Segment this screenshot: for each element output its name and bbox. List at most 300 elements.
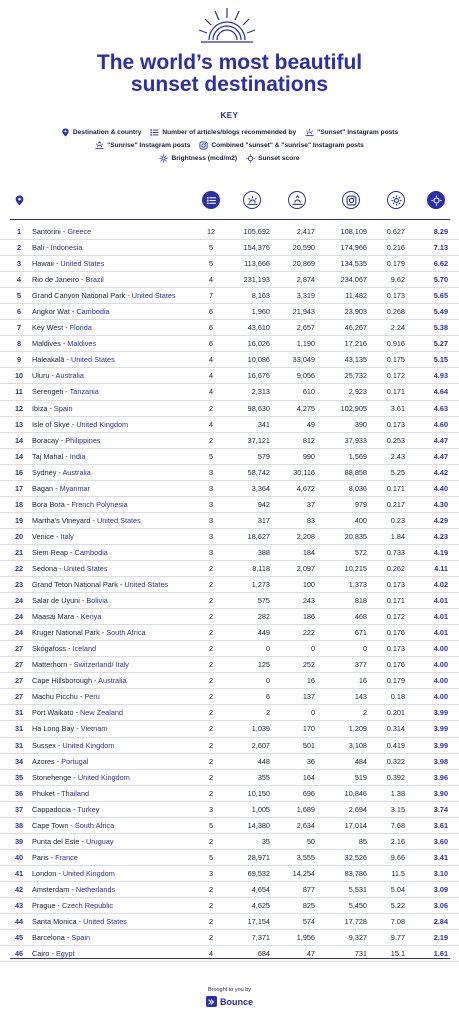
destination-cell [32, 721, 107, 737]
sunset-posts-cell: 8,118 [252, 563, 270, 573]
destination-cell [32, 802, 99, 818]
destination-cell [32, 673, 127, 689]
sunrise-posts-cell: 21,943 [292, 307, 315, 317]
table-row [0, 930, 459, 946]
separator: - [64, 355, 71, 365]
country-name: Brazil [85, 275, 104, 285]
place-name: Isle of Skye [32, 419, 70, 429]
articles-cell: 2 [208, 435, 214, 445]
sunset-score-cell: 5.15 [433, 355, 448, 365]
articles-cell: 2 [208, 788, 214, 798]
place-name: Paris [32, 852, 49, 862]
combined-posts-cell: 83,786 [344, 868, 367, 878]
separator: - [79, 596, 87, 606]
country-name: French Polynesia [71, 499, 128, 509]
sunset-posts-cell: 8,163 [251, 291, 270, 301]
destination-cell [32, 946, 75, 962]
articles-cell: 2 [208, 563, 214, 573]
country-name: France [55, 852, 78, 862]
sunset-score-cell: 5.27 [433, 339, 448, 349]
sunset-posts-cell: 98,630 [247, 403, 270, 413]
country-name: Netherlands [75, 884, 116, 894]
country-name: Iceland [72, 644, 97, 654]
country-name: United States [124, 580, 169, 590]
sunset-score-cell: 4.00 [433, 644, 448, 654]
sunset-score-cell: 4.00 [433, 660, 448, 670]
table-row [0, 401, 459, 417]
brightness-cell: 0.217 [386, 499, 405, 509]
sunset-posts-cell: 16,026 [247, 339, 270, 349]
rank-cell: 44 [14, 917, 24, 927]
sunrise-posts-cell: 4,672 [296, 483, 315, 493]
sunset-score-cell: 3.98 [433, 756, 448, 766]
rank-cell: 24 [14, 596, 24, 606]
place-name: Siem Reap [32, 547, 69, 557]
country-name: Greece [67, 227, 92, 236]
place-name: Sydney [32, 467, 57, 477]
sunset-score-cell: 4.11 [434, 563, 448, 573]
rank-cell: 3 [16, 259, 22, 269]
place-name: Santa Monica [32, 917, 77, 927]
country-name: Vietnam [80, 724, 108, 734]
place-name: Grand Teton National Park [32, 580, 118, 590]
table-row [0, 754, 459, 770]
sunrise-posts-cell: 1,689 [296, 804, 315, 814]
sunset-posts-cell: 2,607 [251, 740, 270, 750]
separator: - [60, 339, 68, 349]
country-name: Philippines [65, 435, 101, 445]
sunrise-posts-cell: 137 [302, 692, 315, 702]
brightness-cell: 3.15 [390, 804, 405, 814]
destination-cell [32, 401, 73, 417]
place-name: Bora Bora [32, 499, 65, 509]
brightness-cell: 7.68 [390, 820, 405, 830]
sunset-score-cell: 4.42 [433, 467, 448, 477]
separator: - [55, 900, 63, 910]
sunset-posts-cell: 2 [265, 708, 270, 718]
sunrise-posts-cell: 186 [302, 612, 315, 622]
table-row [0, 657, 459, 673]
destination-cell [32, 256, 104, 272]
articles-cell: 2 [208, 676, 214, 686]
articles-cell: 4 [208, 355, 214, 365]
place-name: Barcelona [32, 933, 65, 943]
sunrise-posts-cell: 20,869 [292, 259, 315, 269]
separator: - [67, 660, 74, 670]
sunset-score-cell: 3.41 [433, 852, 448, 862]
sunset-posts-cell: 7,371 [251, 933, 270, 943]
sunset-posts-cell: 17,154 [247, 917, 270, 927]
table-row [0, 721, 459, 737]
destination-cell [32, 882, 115, 898]
brightness-cell: 0.179 [386, 676, 405, 686]
sunset-posts-cell: 0 [265, 676, 270, 686]
combined-posts-cell: 134,535 [340, 259, 367, 269]
place-name: Uluru [32, 371, 50, 381]
table-row [0, 320, 459, 336]
brightness-cell: 0.173 [386, 419, 405, 429]
key-score-label: Sunset score [258, 155, 300, 162]
combined-posts-cell: 17,216 [344, 339, 367, 349]
sunrise-posts-cell: 37 [306, 499, 315, 509]
place-name: Sussex [32, 740, 56, 750]
brightness-cell: 0.171 [386, 596, 405, 606]
articles-cell: 3 [208, 467, 214, 477]
key-sunrise-label: "Sunrise" Instagram posts [107, 142, 191, 149]
brightness-cell: 0.173 [386, 580, 405, 590]
sunset-posts-cell: 4,654 [251, 884, 270, 894]
sunrise-posts-cell: 0 [310, 644, 315, 654]
sunset-score-cell: 3.10 [433, 868, 448, 878]
sunrise-posts-cell: 9,056 [296, 371, 315, 381]
table-row [0, 417, 459, 433]
header-sunrise-icon [288, 191, 306, 209]
key-sunrise [95, 141, 190, 150]
key-combined-label: Combined "sunset" & "sunrise" Instagram posts [211, 142, 364, 149]
sunset-score-cell: 4.00 [433, 676, 448, 686]
header-sun-score-icon [427, 191, 445, 209]
table-row [0, 914, 459, 930]
combined-posts-cell: 46,267 [344, 323, 367, 333]
key-destination-label: Destination & country [72, 129, 142, 136]
destination-cell [32, 609, 101, 625]
articles-cell: 2 [208, 917, 214, 927]
rank-cell: 27 [14, 660, 24, 670]
combined-posts-cell: 468 [354, 612, 367, 622]
place-name: Martha's Vineyard [32, 515, 91, 525]
table-row [0, 433, 459, 449]
sunset-posts-cell: 448 [257, 756, 270, 766]
articles-cell: 2 [208, 900, 214, 910]
key-combined [199, 141, 363, 150]
table-row [0, 561, 459, 577]
sunset-posts-cell: 16,676 [247, 371, 270, 381]
place-name: Serengeti [32, 387, 64, 397]
destination-cell [32, 288, 176, 304]
sunset-score-cell: 4.29 [433, 515, 448, 525]
sunrise-posts-cell: 825 [302, 900, 315, 910]
table-row [0, 786, 459, 802]
combined-posts-cell: 2,923 [348, 387, 367, 397]
sunrise-posts-cell: 164 [302, 772, 315, 782]
separator: - [99, 628, 107, 638]
table-row [0, 304, 459, 320]
combined-posts-cell: 979 [354, 499, 367, 509]
destination-cell [32, 545, 108, 561]
brightness-cell: 1.84 [390, 531, 405, 541]
destination-cell [32, 786, 89, 802]
separator: - [49, 949, 56, 959]
rank-cell: 37 [14, 804, 24, 814]
sunset-score-cell: 3.60 [433, 836, 448, 846]
rank-cell: 43 [14, 900, 24, 910]
sunset-score-cell: 7.13 [433, 243, 448, 253]
combined-posts-cell: 17,728 [344, 917, 367, 927]
combined-posts-cell: 1,209 [348, 724, 367, 734]
sunset-score-cell: 1.61 [433, 949, 448, 959]
sunrise-posts-cell: 222 [302, 628, 315, 638]
rank-cell: 27 [14, 692, 24, 702]
separator: - [71, 772, 78, 782]
brightness-cell: 0.176 [386, 660, 405, 670]
separator: - [76, 917, 84, 927]
combined-posts-cell: 43,135 [344, 355, 367, 365]
country-name: India [69, 451, 86, 461]
brightness-cell: 0.23 [390, 515, 405, 525]
brightness-cell: 1.38 [390, 788, 405, 798]
combined-posts-cell: 25,732 [344, 371, 367, 381]
country-name: Australia [62, 467, 91, 477]
separator: - [44, 243, 51, 253]
country-name: Spain [71, 933, 91, 943]
country-name: United Kingdom [77, 772, 130, 782]
header-divider [10, 219, 450, 220]
separator: - [125, 291, 132, 301]
separator: - [69, 307, 77, 317]
brightness-cell: 0.253 [386, 435, 405, 445]
rank-cell: 5 [16, 291, 22, 301]
rank-cell: 8 [16, 339, 22, 349]
destination-cell [32, 449, 86, 465]
table-row [0, 384, 459, 400]
country-name: Myanmar [59, 483, 91, 493]
destination-cell [32, 625, 146, 641]
table-row [0, 513, 459, 529]
rank-cell: 7 [16, 323, 22, 333]
country-name: Portugal [61, 756, 89, 766]
sunrise-posts-cell: 1,190 [296, 339, 315, 349]
destination-cell [32, 497, 128, 513]
combined-posts-cell: 20,835 [344, 531, 367, 541]
combined-posts-cell: 32,526 [344, 852, 367, 862]
place-name: London [32, 868, 57, 878]
key-sunset [305, 128, 398, 137]
brightness-cell: 5.25 [390, 467, 405, 477]
country-name: Czech Republic [62, 900, 114, 910]
sunrise-posts-cell: 170 [302, 724, 315, 734]
table-row [0, 834, 459, 850]
country-name: Bolivia [86, 596, 108, 606]
articles-cell: 6 [208, 323, 214, 333]
sunrise-icon [95, 141, 104, 150]
brightness-cell: 0.172 [386, 371, 405, 381]
articles-cell: 3 [208, 499, 214, 509]
brightness-cell: 0.916 [386, 339, 405, 349]
place-name: Cape Hillsborough [32, 676, 93, 686]
brightness-cell: 0.171 [386, 483, 405, 493]
sunrise-posts-cell: 252 [302, 660, 315, 670]
header-location-pin-icon [10, 191, 28, 209]
rank-cell: 38 [14, 820, 24, 830]
place-name: Ha Long Bay [32, 724, 75, 734]
articles-cell: 2 [208, 756, 214, 766]
country-name: Cambodia [76, 307, 110, 317]
destination-cell [32, 336, 96, 352]
place-name: Key West [32, 323, 64, 333]
sunset-score-cell: 2.84 [433, 917, 448, 927]
table-row [0, 689, 459, 705]
sunset-score-cell: 4.47 [433, 451, 448, 461]
page-title-line-2: sunset destinations [130, 73, 329, 96]
combined-posts-cell: 671 [354, 628, 367, 638]
sunset-score-cell: 5.38 [433, 323, 448, 333]
country-name: Kenya [80, 612, 102, 622]
table-row [0, 256, 459, 272]
place-name: Boracay [32, 435, 59, 445]
brightness-cell: 0.627 [386, 227, 405, 236]
rank-cell: 19 [14, 515, 24, 525]
place-name: Cape Town [32, 820, 69, 830]
sun-score-icon [246, 154, 255, 163]
key-line-1 [0, 128, 459, 137]
separator: - [54, 756, 62, 766]
country-name: United States [131, 291, 176, 301]
sunset-posts-cell: 317 [257, 515, 270, 525]
table-row [0, 529, 459, 545]
separator: - [70, 804, 78, 814]
brightness-cell: 0.201 [386, 708, 405, 718]
place-name: Ibiza [32, 403, 48, 413]
sunset-posts-cell: 28,971 [247, 852, 270, 862]
country-name: Florida [69, 323, 92, 333]
place-name: Venice [32, 531, 54, 541]
rank-cell: 16 [14, 467, 24, 477]
sunset-posts-cell: 449 [257, 628, 270, 638]
sunset-score-cell: 3.06 [433, 900, 448, 910]
table-row [0, 625, 459, 641]
combined-posts-cell: 174,966 [340, 243, 367, 253]
separator: - [79, 275, 86, 285]
destination-cell [32, 657, 129, 673]
combined-posts-cell: 234,067 [340, 275, 367, 285]
combined-posts-cell: 1,569 [348, 451, 367, 461]
country-name: Thailand [61, 788, 90, 798]
destination-cell [32, 384, 99, 400]
separator: - [73, 708, 80, 718]
place-name: Azores [32, 756, 55, 766]
sunset-score-cell: 3.74 [433, 804, 448, 814]
place-name: Haleakalā [32, 355, 65, 365]
sunset-posts-cell: 58,742 [247, 467, 270, 477]
place-name: Phuket [32, 788, 55, 798]
articles-cell: 6 [208, 339, 214, 349]
sunrise-posts-cell: 2,874 [296, 275, 315, 285]
sunset-posts-cell: 37,121 [247, 435, 270, 445]
rank-cell: 24 [14, 628, 24, 638]
sunset-posts-cell: 388 [257, 547, 270, 557]
destination-cell [32, 529, 74, 545]
sunrise-posts-cell: 2,097 [296, 563, 315, 573]
destination-cell [32, 417, 128, 433]
rank-cell: 9 [16, 355, 22, 365]
country-name: Maldives [67, 339, 97, 349]
table-row [0, 497, 459, 513]
sunrise-posts-cell: 47 [306, 949, 315, 959]
separator: - [53, 531, 61, 541]
rank-cell: 31 [14, 708, 24, 718]
rank-cell: 36 [14, 788, 24, 798]
separator: - [56, 467, 63, 477]
articles-cell: 2 [208, 596, 214, 606]
country-name: Egypt [55, 949, 75, 959]
place-name: Sedona [32, 563, 58, 573]
separator: - [69, 419, 77, 429]
country-name: United Kingdom [62, 868, 115, 878]
sunset-score-cell: 4.02 [433, 580, 448, 590]
combined-posts-cell: 9,327 [348, 933, 367, 943]
rank-cell: 1 [16, 227, 22, 236]
brightness-cell: 9.77 [390, 933, 405, 943]
articles-cell: 4 [208, 371, 214, 381]
place-name: Grand Canyon National Park [32, 291, 126, 301]
country-name: Tanzania [69, 387, 99, 397]
destination-cell [32, 481, 90, 497]
sunrise-posts-cell: 30,116 [293, 467, 315, 477]
place-name: Taj Mahal [32, 451, 64, 461]
rank-cell: 2 [16, 243, 22, 253]
separator: - [48, 852, 56, 862]
combined-posts-cell: 102,905 [340, 403, 367, 413]
brightness-cell: 0.733 [386, 547, 405, 557]
sunset-score-cell: 3.90 [433, 788, 448, 798]
ranking-table [0, 224, 459, 962]
separator: - [49, 371, 56, 381]
sunset-posts-cell: 125 [257, 660, 270, 670]
country-name: United States [60, 259, 105, 269]
separator: - [64, 499, 72, 509]
sunrise-posts-cell: 33,049 [292, 355, 315, 365]
articles-cell: 5 [208, 259, 214, 269]
separator: - [53, 259, 61, 269]
sunrise-posts-cell: 574 [302, 917, 315, 927]
key-line-2 [0, 141, 459, 150]
country-name: Spain [53, 403, 73, 413]
table-row [0, 866, 459, 882]
key-brightness [159, 154, 237, 163]
brightness-cell: 0.173 [386, 291, 405, 301]
sunrise-posts-cell: 100 [302, 580, 315, 590]
brightness-cell: 0.176 [386, 628, 405, 638]
rank-cell: 4 [16, 275, 22, 285]
brightness-cell: 0.322 [386, 756, 405, 766]
sunset-score-cell: 3.61 [433, 820, 448, 830]
sunset-posts-cell: 4,625 [251, 900, 270, 910]
rank-cell: 10 [14, 371, 24, 381]
combined-posts-cell: 17,014 [344, 820, 367, 830]
sunset-icon [305, 128, 314, 137]
articles-cell: 2 [208, 772, 214, 782]
key-score [246, 154, 299, 163]
separator: - [79, 836, 86, 846]
destination-cell [32, 898, 113, 914]
sunset-score-cell: 2.19 [433, 933, 448, 943]
sunrise-posts-cell: 3,319 [296, 291, 315, 301]
country-name: Turkey [77, 804, 100, 814]
country-name: Peru [84, 692, 100, 702]
rank-cell: 13 [14, 419, 24, 429]
bounce-logo-icon [206, 996, 217, 1007]
place-name: Kruger National Park [32, 628, 100, 638]
separator: - [63, 387, 70, 397]
brought-by-label: Brought to you by [207, 987, 252, 993]
sunset-score-cell: 3.09 [433, 884, 448, 894]
sunset-score-cell: 3.99 [433, 708, 448, 718]
separator: - [90, 515, 97, 525]
table-row [0, 224, 459, 240]
destination-cell [32, 914, 127, 930]
destination-cell [32, 850, 78, 866]
sunset-score-cell: 5.65 [433, 291, 448, 301]
